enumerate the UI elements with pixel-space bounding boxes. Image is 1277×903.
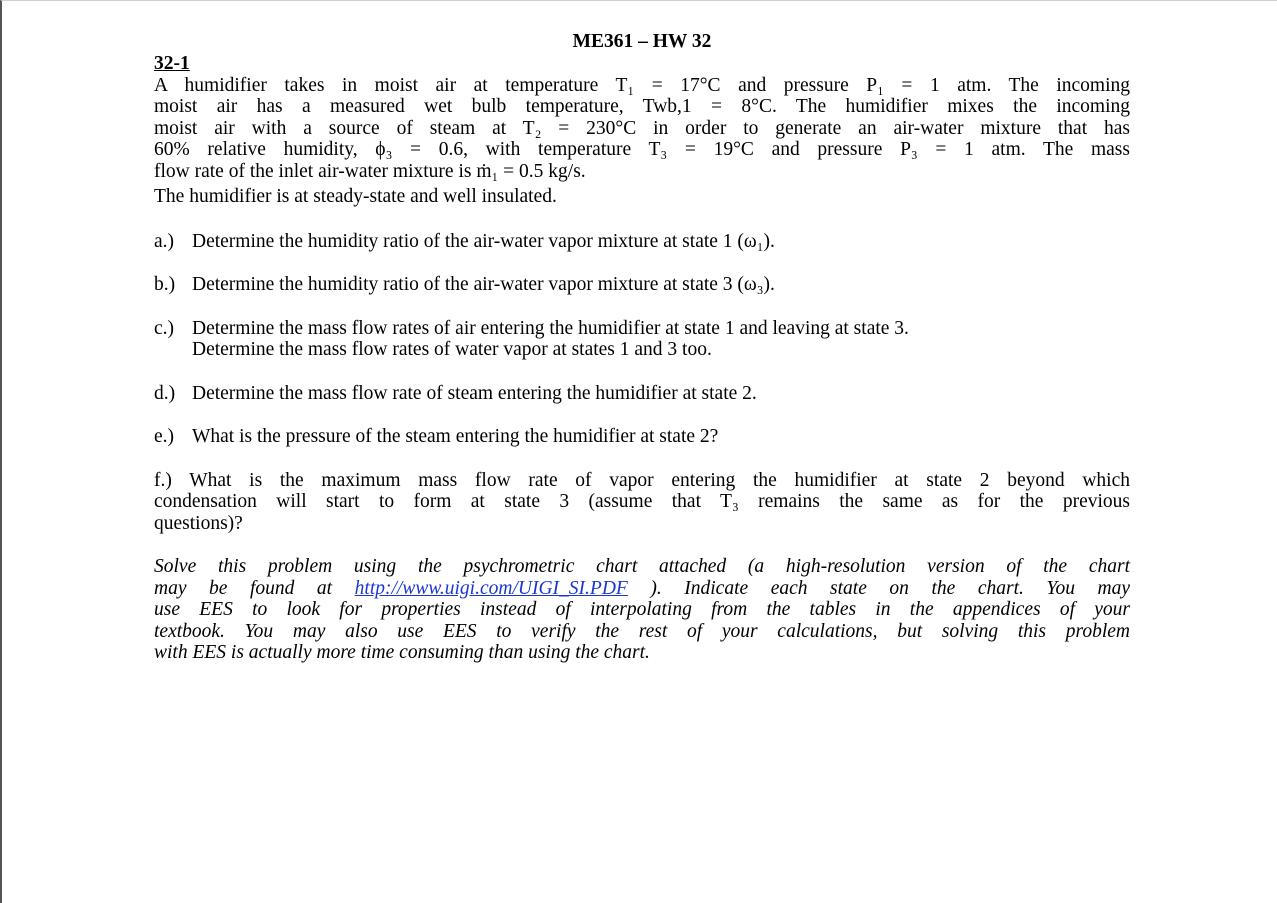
question-text: Determine the humidity ratio of the air-water vapor mixture at state 3 (ω₃).: [192, 274, 775, 295]
note-line: with EES is actually more time consuming than using the chart.: [154, 642, 650, 663]
note-line: textbook. You may also use EES to verify the rest of your calculations, but solving this problem: [154, 620, 1130, 642]
question-text: Determine the mass flow rates of air entering the humidifier at state 1 and leaving at state 3.: [192, 317, 909, 339]
question-c: [154, 318, 1130, 361]
question-text: What is the pressure of the steam entering the humidifier at state 2?: [192, 426, 719, 447]
question-text: Determine the mass flow rate of steam entering the humidifier at state 2.: [192, 382, 757, 404]
note-line: Solve this problem using the psychrometric chart attached (a high-resolution version of the chart: [154, 556, 1130, 577]
problem-intro: [154, 75, 1130, 208]
intro-line: A humidifier takes in moist air at temperature T₁ = 17°C and pressure P₁ = 1 atm. The incoming: [154, 74, 1130, 96]
question-label: b.): [154, 274, 176, 295]
instructions-note: [154, 556, 1130, 664]
question-f-line: condensation will start to form at state 3 (assume that T₃ remains the same as for the previous: [154, 491, 1130, 512]
question-f: [154, 470, 1130, 535]
intro-line: moist air with a source of steam at T₂ = 230°C in order to generate an air-water mixture that has: [154, 117, 1130, 139]
intro-last-line: The humidifier is at steady-state and well insulated.: [154, 186, 557, 207]
intro-line: moist air has a measured wet bulb temperature, Twb,1 = 8°C. The humidifier mixes the incoming: [154, 96, 1130, 117]
question-label: e.): [154, 426, 175, 447]
question-f-line: questions)?: [154, 512, 243, 534]
question-label: d.): [154, 382, 176, 404]
note-line: [154, 578, 1130, 600]
document-content: [154, 31, 1130, 664]
note-text: may be found at: [154, 577, 333, 599]
chart-pdf-link[interactable]: http://www.uigi.com/UIGI_SI.PDF: [354, 577, 628, 599]
note-text: ). Indicate each state on the chart. You may: [650, 577, 1130, 599]
question-label: a.): [154, 230, 175, 252]
question-text: Determine the humidity ratio of the air-water vapor mixture at state 1 (ω₁).: [192, 230, 775, 252]
intro-line: flow rate of the inlet air-water mixture is ṁ₁ = 0.5 kg/s.: [154, 160, 586, 182]
question-f-line: [154, 470, 1130, 492]
problem-number: 32-1: [154, 53, 190, 74]
question-continuation: Determine the mass flow rates of water vapor at states 1 and 3 too.: [192, 339, 712, 360]
question-a: [154, 231, 1130, 253]
document-title: ME361 – HW 32: [572, 31, 712, 52]
note-line: use EES to look for properties instead of interpolating from the tables in the appendices of your: [154, 599, 1130, 620]
intro-line: 60% relative humidity, ϕ₃ = 0.6, with temperature T₃ = 19°C and pressure P₃ = 1 atm. The mass: [154, 139, 1130, 160]
question-text: What is the maximum mass flow rate of vapor entering the humidifier at state 2 beyond which: [189, 469, 1130, 491]
question-b: [154, 274, 1130, 296]
question-label: f.): [154, 469, 172, 491]
question-e: [154, 426, 1130, 448]
question-label: c.): [154, 317, 175, 339]
question-d: [154, 383, 1130, 405]
